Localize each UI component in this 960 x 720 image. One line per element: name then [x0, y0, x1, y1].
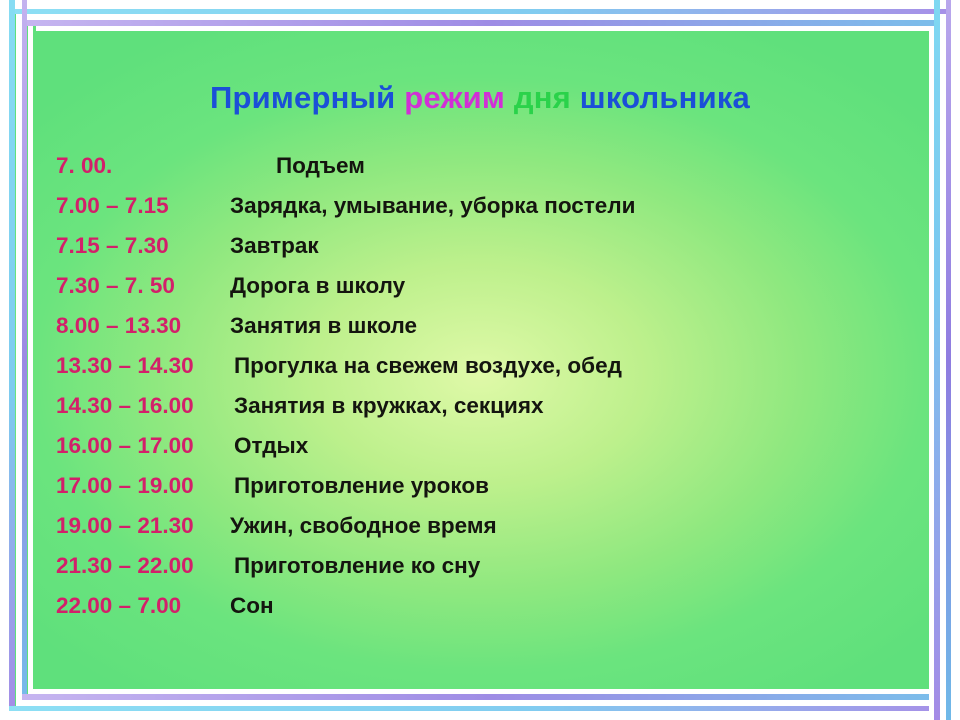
schedule-time: 17.00 – 19.00	[56, 473, 194, 498]
list-item	[56, 586, 918, 626]
list-item	[56, 186, 918, 226]
schedule-time: 22.00 – 7.00	[56, 593, 182, 618]
list-item	[56, 546, 918, 586]
frame-accent-right-cyan	[934, 0, 940, 720]
title-word-1: Примерный	[210, 80, 396, 115]
list-item	[56, 506, 918, 546]
frame-accent-left-cyan	[9, 0, 15, 720]
frame-stripe-left	[0, 0, 9, 720]
frame-stripe-right	[951, 0, 960, 720]
schedule-time: 13.30 – 14.30	[56, 353, 194, 378]
schedule-activity: Отдых	[234, 433, 309, 458]
frame-accent-bottom-cyan	[9, 706, 960, 711]
frame-stripe-right-inner	[940, 14, 946, 720]
schedule-activity: Подъем	[276, 153, 365, 178]
title-word-4: школьника	[579, 80, 750, 115]
frame-accent-right-violet	[946, 0, 951, 720]
frame-stripe-bottom	[0, 711, 960, 720]
schedule-time: 7.15 – 7.30	[56, 233, 169, 258]
schedule-activity: Прогулка на свежем воздухе, обед	[234, 353, 622, 378]
title-word-2: режим	[404, 80, 506, 115]
schedule-activity: Приготовление ко сну	[234, 553, 481, 578]
schedule-activity: Зарядка, умывание, уборка постели	[230, 193, 636, 218]
schedule-time: 7.30 – 7. 50	[56, 273, 175, 298]
schedule-time: 21.30 – 22.00	[56, 553, 194, 578]
schedule-activity: Занятия в кружках, секциях	[234, 393, 544, 418]
list-item	[56, 306, 918, 346]
schedule-time: 14.30 – 16.00	[56, 393, 194, 418]
page-title	[42, 80, 918, 116]
frame-stripe-left-inner2	[28, 26, 33, 720]
schedule-time: 19.00 – 21.30	[56, 513, 194, 538]
schedule-time: 7. 00.	[56, 153, 113, 178]
schedule-time: 16.00 – 17.00	[56, 433, 194, 458]
frame-accent-bottom-violet	[22, 694, 960, 700]
schedule-activity: Приготовление уроков	[234, 473, 489, 498]
list-item	[56, 386, 918, 426]
frame-stripe-bottom-inner	[16, 700, 960, 706]
list-item	[56, 146, 918, 186]
schedule-activity: Сон	[230, 593, 274, 618]
frame-stripe-top-inner2	[36, 26, 960, 31]
schedule-list	[42, 146, 918, 626]
schedule-activity: Дорога в школу	[230, 273, 406, 298]
schedule-activity: Занятия в школе	[230, 313, 418, 338]
frame-stripe-right-inner2	[929, 26, 934, 720]
schedule-time: 8.00 – 13.30	[56, 313, 182, 338]
schedule-activity: Ужин, свободное время	[230, 513, 497, 538]
schedule-time: 7.00 – 7.15	[56, 193, 169, 218]
slide-content	[42, 34, 918, 686]
frame-stripe-top	[0, 0, 960, 9]
list-item	[56, 346, 918, 386]
list-item	[56, 426, 918, 466]
schedule-activity: Завтрак	[230, 233, 319, 258]
list-item	[56, 266, 918, 306]
list-item	[56, 466, 918, 506]
frame-stripe-bottom-inner2	[28, 689, 960, 694]
frame-accent-left-violet	[22, 0, 27, 720]
list-item	[56, 226, 918, 266]
title-word-3: дня	[513, 80, 571, 115]
